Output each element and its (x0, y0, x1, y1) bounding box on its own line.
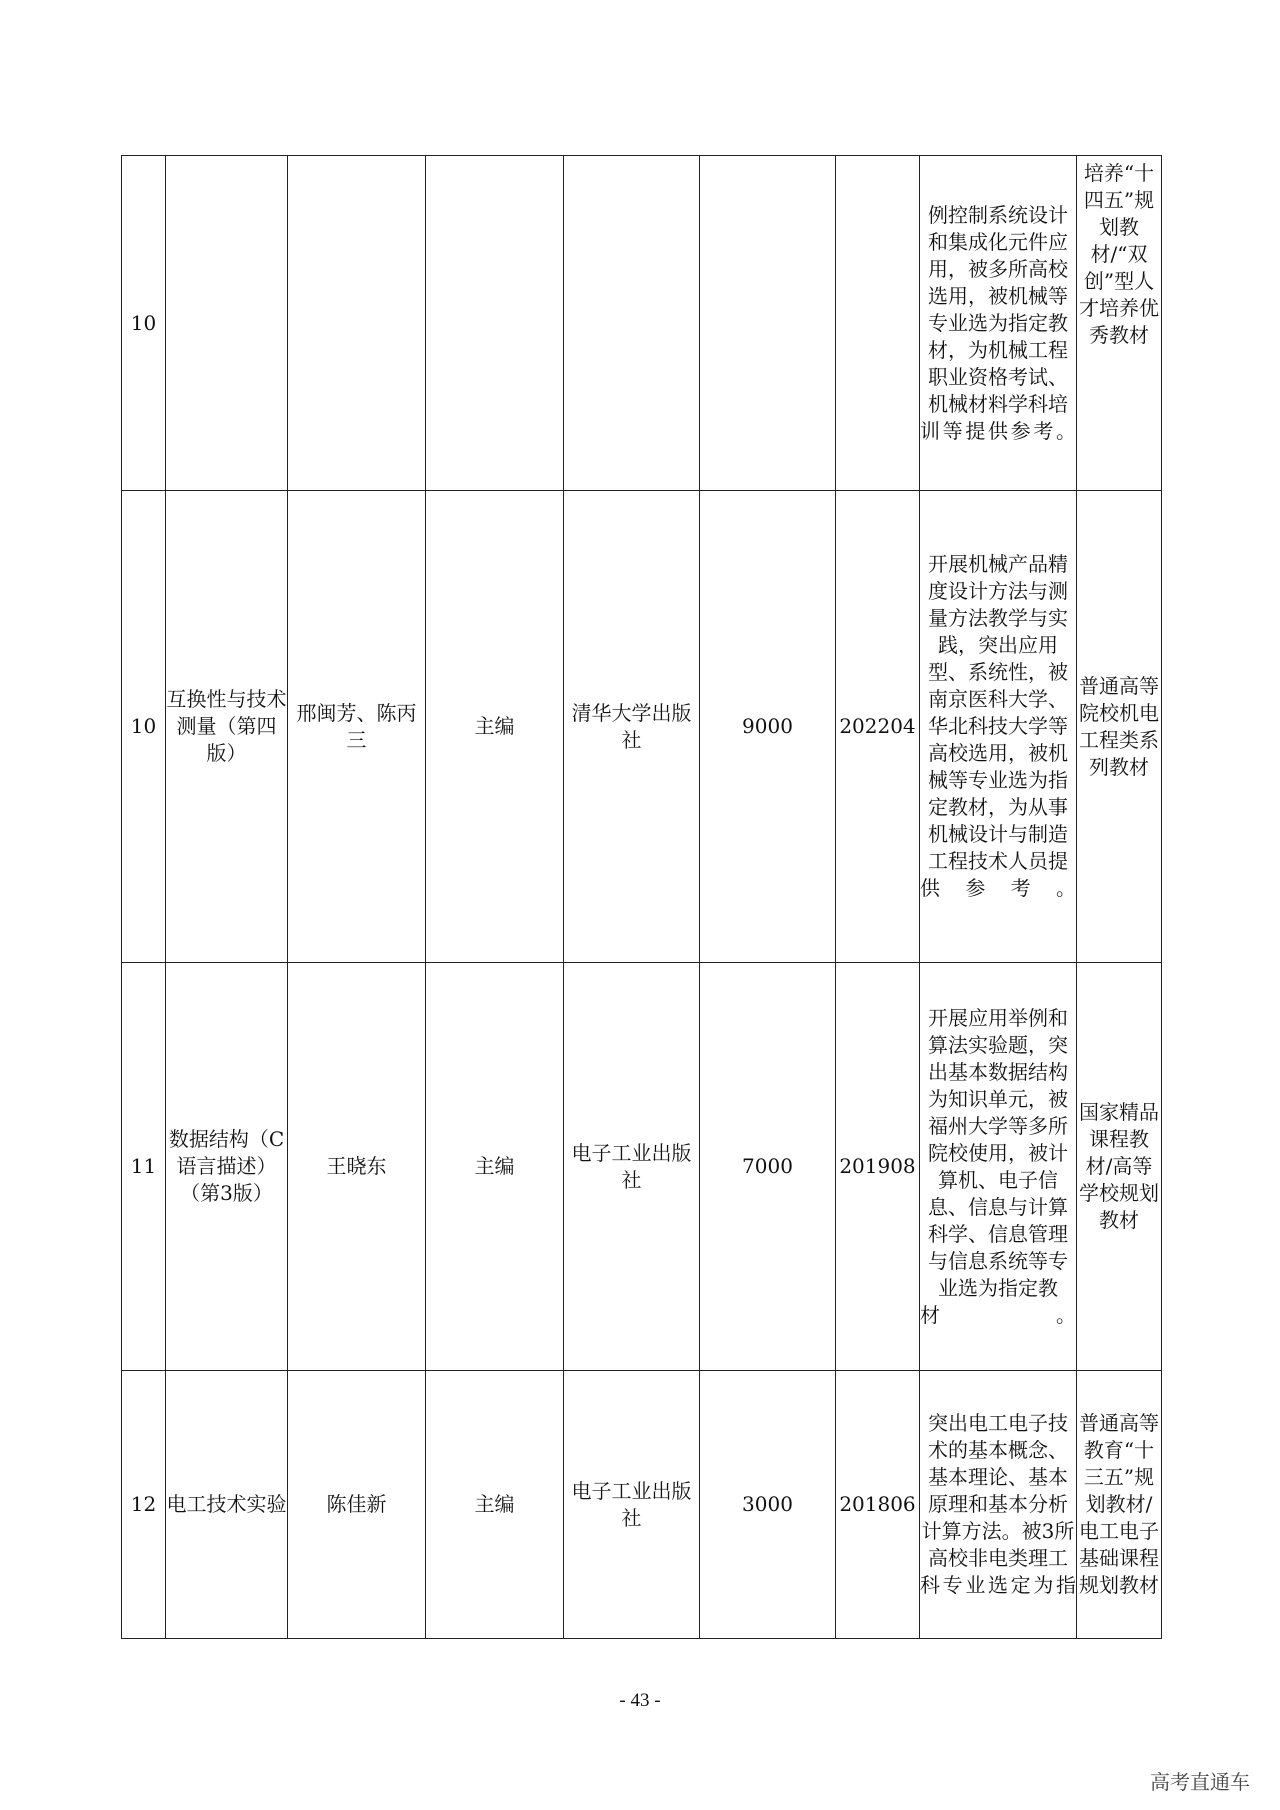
print-run: 9000 (700, 491, 836, 963)
award: 培养“十四五”规划教材/“双创”型人才培养优秀教材 (1077, 156, 1162, 491)
book-title: 互换性与技术测量（第四版） (166, 491, 288, 963)
description: 开展机械产品精度设计方法与测量方法教学与实践，突出应用型、系统性，被南京医科大学、华北科技大学等高校选用，被机械等专业选为指定教材，为从事机械设计与制造工程技术人员提供参考。 (920, 491, 1077, 963)
author: 王晓东 (288, 963, 426, 1371)
book-title: 电工技术实验 (166, 1371, 288, 1639)
editor-role: 主编 (426, 491, 564, 963)
print-run: 7000 (700, 963, 836, 1371)
print-run: 3000 (700, 1371, 836, 1639)
editor-role: 主编 (426, 1371, 564, 1639)
book-title: 数据结构（C语言描述）（第3版） (166, 963, 288, 1371)
author: 陈佳新 (288, 1371, 426, 1639)
award: 国家精品课程教材/高等学校规划教材 (1077, 963, 1162, 1371)
table-row (122, 156, 1162, 491)
award: 普通高等教育“十三五”规划教材/电工电子基础课程规划教材 (1077, 1371, 1162, 1639)
textbook-table (121, 155, 1162, 1639)
row-number: 10 (122, 491, 166, 963)
publication-date: 201806 (836, 1371, 920, 1639)
award: 普通高等院校机电工程类系列教材 (1077, 491, 1162, 963)
table-row (122, 1371, 1162, 1639)
table-row (122, 963, 1162, 1371)
publisher: 清华大学出版社 (564, 491, 700, 963)
page-number: - 43 - (619, 1690, 661, 1711)
editor-role: 主编 (426, 963, 564, 1371)
description: 例控制系统设计和集成化元件应用，被多所高校选用，被机械等专业选为指定教材，为机械工程职业资格考试、机械材料学科培训等提供参考。 (920, 156, 1077, 491)
publication-date (836, 156, 920, 491)
row-number: 12 (122, 1371, 166, 1639)
description: 开展应用举例和算法实验题，突出基本数据结构为知识单元，被福州大学等多所院校使用，被计算机、电子信息、信息与计算科学、信息管理与信息系统等专业选为指定教材。 (920, 963, 1077, 1371)
table-row (122, 491, 1162, 963)
description: 突出电工电子技术的基本概念、基本理论、基本原理和基本分析计算方法。被3所高校非电类理工科专业选定为指 (920, 1371, 1077, 1639)
row-number: 11 (122, 963, 166, 1371)
author (288, 156, 426, 491)
publisher: 电子工业出版社 (564, 963, 700, 1371)
book-title (166, 156, 288, 491)
publisher: 电子工业出版社 (564, 1371, 700, 1639)
publication-date: 202204 (836, 491, 920, 963)
publication-date: 201908 (836, 963, 920, 1371)
publisher (564, 156, 700, 491)
editor-role (426, 156, 564, 491)
watermark: 高考直通车 (1150, 1770, 1250, 1794)
author: 邢闽芳、陈丙三 (288, 491, 426, 963)
print-run (700, 156, 836, 491)
row-number: 10 (122, 156, 166, 491)
